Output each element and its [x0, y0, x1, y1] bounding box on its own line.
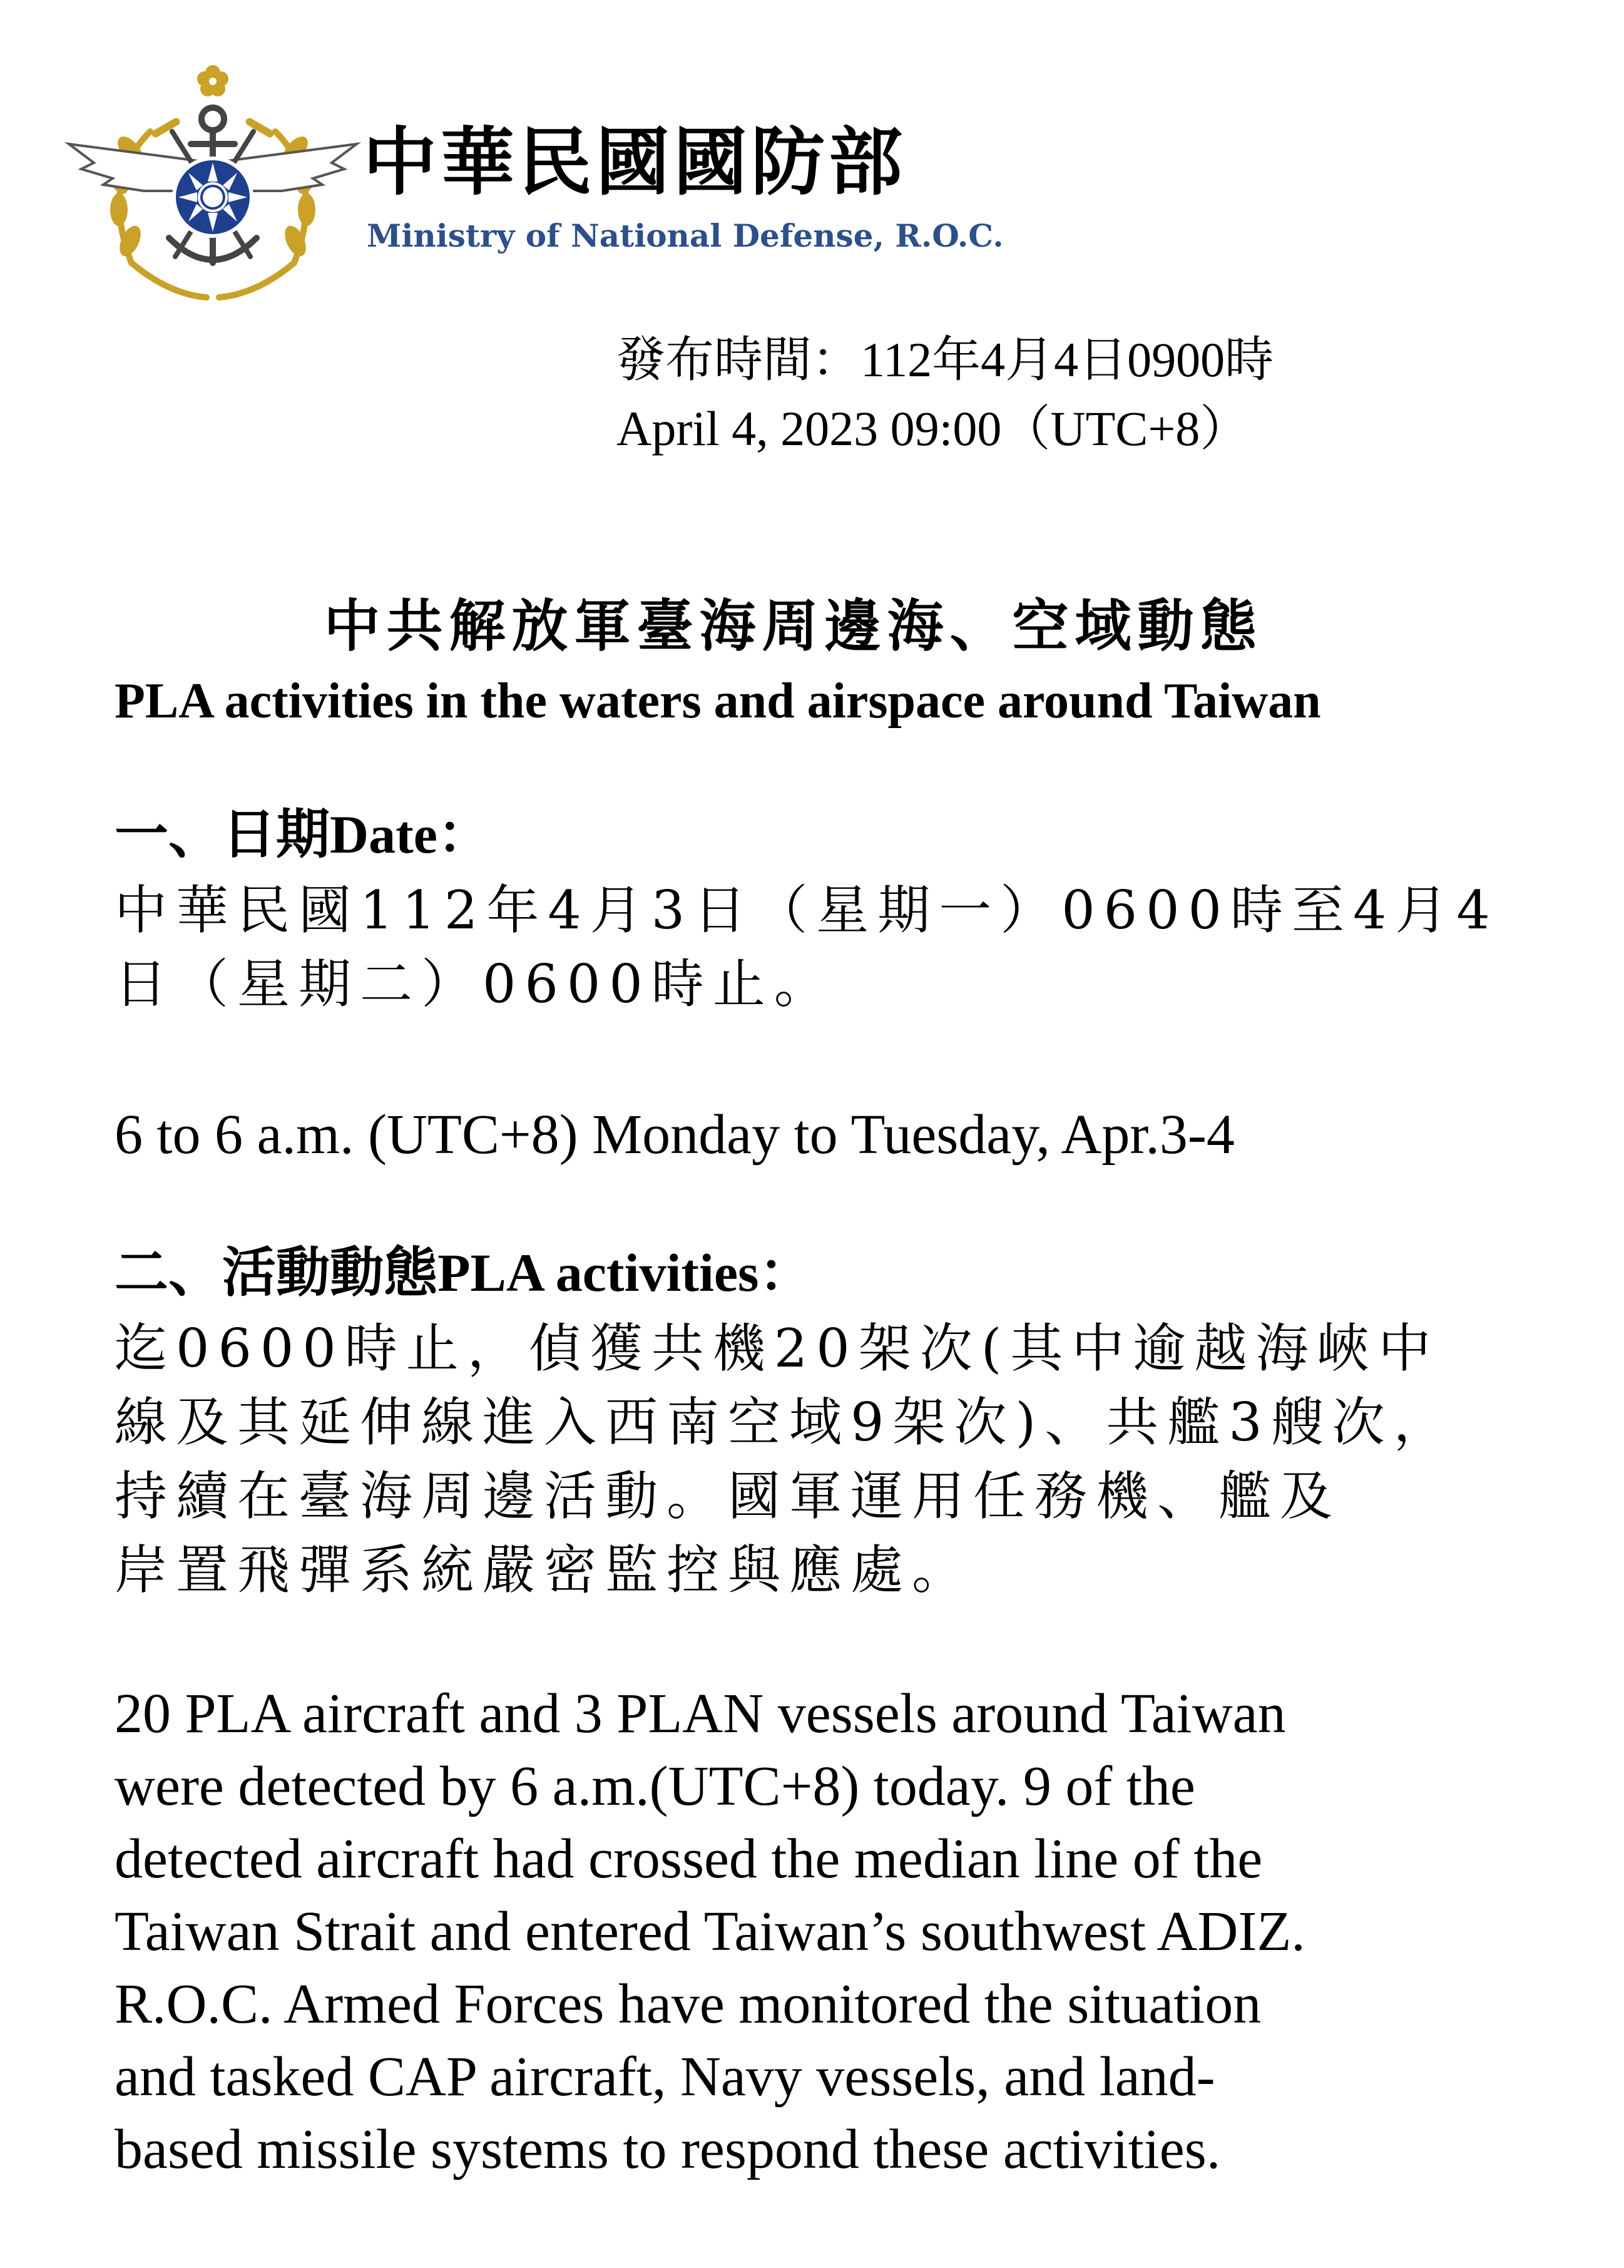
paragraph-line: 持續在臺海周邊活動。國軍運用任務機、艦及 [115, 1465, 1342, 1527]
paragraph-line: and tasked CAP aircraft, Navy vessels, and land- [115, 2046, 1215, 2108]
paragraph-line: R.O.C. Armed Forces have monitored the situation [115, 1973, 1262, 2035]
paragraph-line: were detected by 6 a.m.(UTC+8) today. 9 of the [115, 1755, 1195, 1817]
section-activities-heading-en: PLA activities [437, 1243, 759, 1303]
paragraph-line: based missile systems to respond these activities. [115, 2118, 1221, 2180]
paragraph-line: Taiwan Strait and entered Taiwan’s southwest ADIZ. [115, 1901, 1305, 1963]
paragraph-line: 日（星期二）0600時止。 [115, 953, 835, 1015]
paragraph-line: 岸置飛彈系統嚴密監控與應處。 [115, 1539, 974, 1601]
release-time-en: April 4, 2023 09:00（UTC+8） [616, 401, 1249, 456]
org-name-en: Ministry of National Defense, R.O.C. [367, 217, 1004, 254]
document-title-en: PLA activities in the waters and airspace around Taiwan [115, 674, 1321, 729]
release-time-cn: 發布時間：112年4月4日0900時 [616, 332, 1274, 387]
section-date-body-en: 6 to 6 a.m. (UTC+8) Monday to Tuesday, Apr.3-4 [115, 1104, 1235, 1166]
paragraph-line: 迄0600時止，偵獲共機20架次(其中逾越海峽中 [115, 1318, 1440, 1379]
section-date-heading [115, 803, 491, 866]
section-date-body-cn [115, 873, 1523, 1021]
section-date-heading-cn: 一、日期 [115, 803, 330, 866]
paragraph-line: 20 PLA aircraft and 3 PLAN vessels around Taiwan [115, 1683, 1286, 1745]
document-title-cn: 中共解放軍臺海周邊海、空域動態 [324, 593, 1263, 659]
org-name-cn: 中華民國國防部 [363, 118, 907, 205]
release-time [616, 326, 1274, 463]
section-activities-heading-colon: ： [758, 1241, 813, 1304]
paragraph-line: detected aircraft had crossed the median line of the [115, 1828, 1263, 1890]
paragraph-line: 線及其延伸線進入西南空域9架次)、共艦3艘次， [115, 1392, 1455, 1453]
section-date-heading-en: Date [330, 804, 437, 865]
section-date-heading-colon: ： [437, 803, 491, 866]
section-activities-heading-cn: 二、活動動態 [115, 1241, 437, 1304]
paragraph-line: 中華民國112年4月3日（星期一）0600時至4月4 [115, 880, 1499, 941]
section-activities-body-cn [115, 1311, 1523, 1607]
section-activities-heading [115, 1241, 813, 1304]
section-activities-body-en [115, 1678, 1554, 2186]
mnd-emblem-icon [56, 56, 369, 307]
